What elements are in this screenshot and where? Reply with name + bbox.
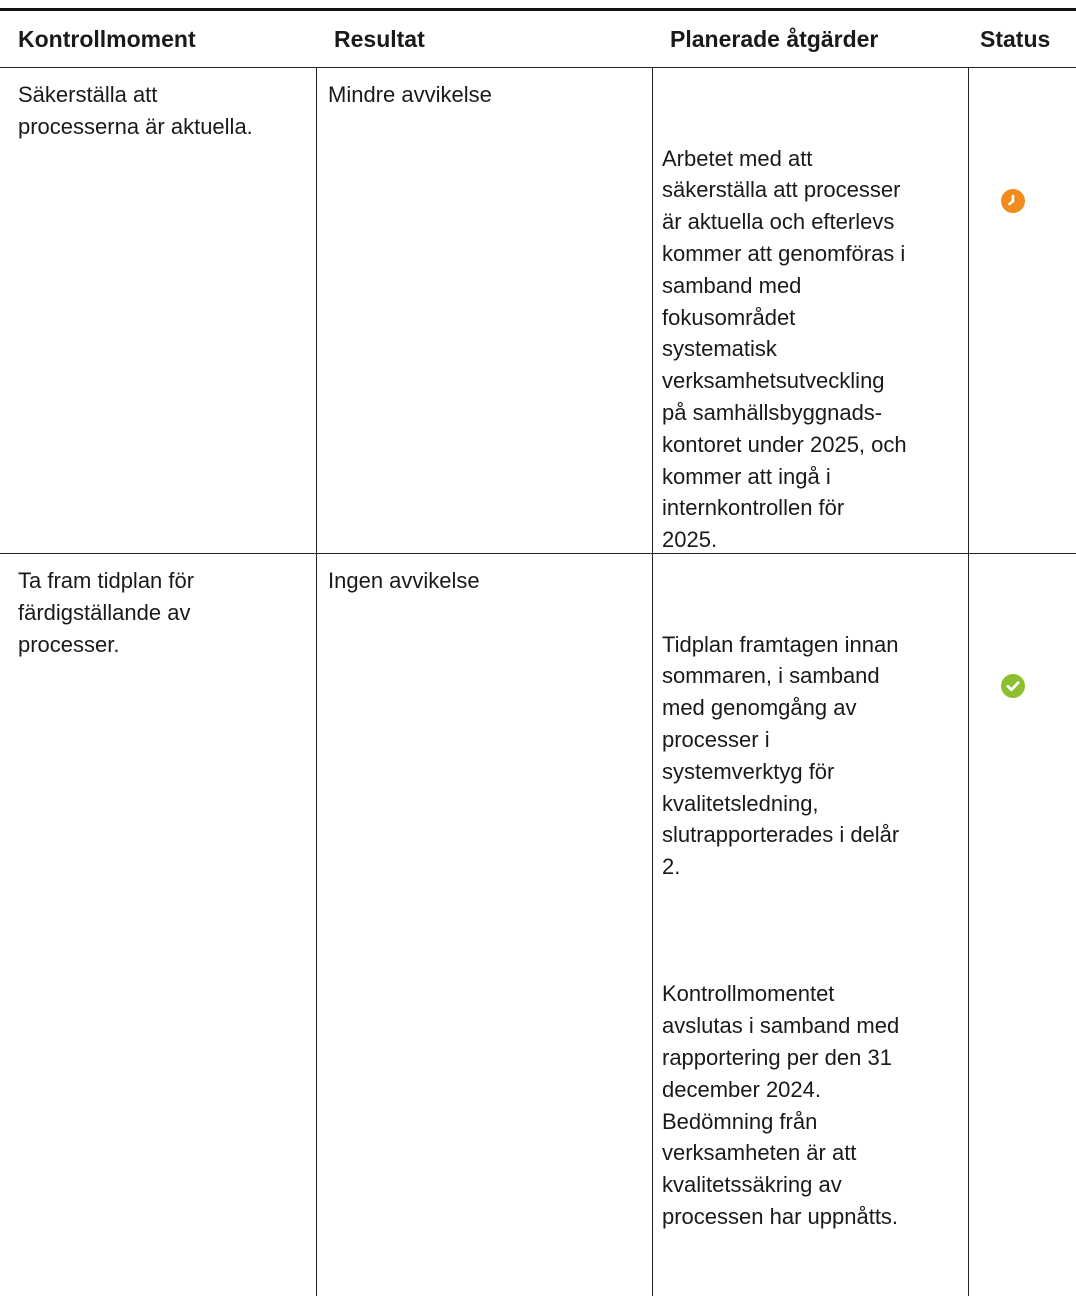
header-status: Status xyxy=(980,26,1051,52)
header-kontrollmoment: Kontrollmoment xyxy=(18,26,196,52)
status-cell xyxy=(968,68,1076,620)
resultat-cell: Mindre avvikelse xyxy=(316,68,652,620)
header-resultat: Resultat xyxy=(334,26,425,52)
check-icon xyxy=(1001,610,1025,634)
resultat-cell: Ingen avvikelse xyxy=(316,554,652,1296)
kontrollmoment-cell: Säkerställa att processerna är aktuella. xyxy=(18,82,253,139)
atgarder-cell xyxy=(652,554,968,1296)
status-cell xyxy=(968,554,1076,1296)
table-row xyxy=(0,554,1076,1229)
atgarder-cell xyxy=(652,68,968,620)
table-row xyxy=(0,68,1076,554)
header-atgarder: Planerade åtgärder xyxy=(670,26,879,52)
clock-icon xyxy=(1001,125,1025,149)
atgarder-paragraph: Kontrollmomentet avslutas i samband med rapportering per den 31 december 2024. Bedömning från verksamheten är att kvalitetssäkring av processen har uppnåtts. xyxy=(662,981,900,1229)
table-header-row xyxy=(0,11,1076,68)
atgarder-paragraph: Arbetet med att säkerställa att processer är aktuella och efterlevs kommer att genomföras i samband med fokusområdet systematisk verksamhetsutveckling på samhällsbyggnads- kontoret under 2025, och kommer att ingå i internkontrollen för 2025. xyxy=(662,145,907,553)
kontrollmoment-cell: Ta fram tidplan för färdigställande av processer. xyxy=(18,568,195,657)
atgarder-paragraph: Tidplan framtagen innan sommaren, i samband med genomgång av processer i systemverktyg för kvalitetsledning, slutrapporterades i delår 2. xyxy=(662,631,900,880)
control-table xyxy=(0,8,1076,1229)
